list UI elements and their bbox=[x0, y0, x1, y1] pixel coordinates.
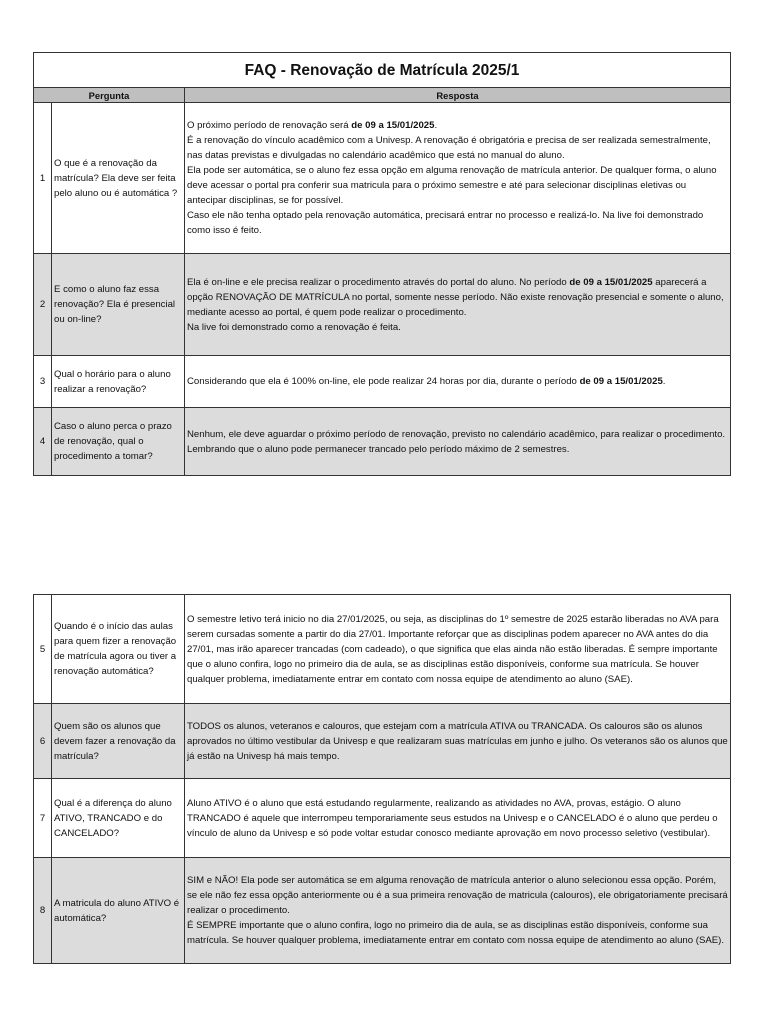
row-number: 1 bbox=[34, 103, 52, 254]
answer-paragraph: É a renovação do vínculo acadêmico com a Univesp. A renovação é obrigatória e precisa de ser realizada semestralmente, nas datas previstas e divulgadas no calendário acadêmico que está no manual do aluno. bbox=[187, 135, 711, 161]
highlighted-date: de 09 a 15/01/2025 bbox=[569, 276, 653, 288]
answer-cell bbox=[185, 704, 731, 779]
answer-cell bbox=[185, 356, 731, 408]
faq-table-bottom bbox=[33, 594, 731, 964]
table-row bbox=[34, 779, 731, 858]
answer-paragraph: TODOS os alunos, veteranos e calouros, que estejam com a matrícula ATIVA ou TRANCADA. Os calouros são os alunos aprovados no último vestibular da Univesp e que realizaram suas matrículas em junho e julho. Os veteranos são os alunos que já estão na Univesp há mais tempo. bbox=[187, 720, 728, 762]
question-cell: O que é a renovação da matrícula? Ela deve ser feita pelo aluno ou é automática ? bbox=[52, 103, 185, 254]
question-cell: A matricula do aluno ATIVO é automática? bbox=[52, 858, 185, 964]
table-row bbox=[34, 595, 731, 704]
answer-paragraph: É SEMPRE importante que o aluno confira, logo no primeiro dia de aula, se as disciplinas estão disponíveis, conforme sua matrícula. Se houver qualquer problema, imediatamente entrar em contato com nossa equipe de atendimento ao aluno (SAE). bbox=[187, 920, 725, 946]
row-number: 4 bbox=[34, 408, 52, 476]
answer-cell bbox=[185, 408, 731, 476]
answer-cell bbox=[185, 779, 731, 858]
faq-table-top bbox=[33, 52, 731, 476]
answer-cell bbox=[185, 595, 731, 704]
row-number: 5 bbox=[34, 595, 52, 704]
answer-cell bbox=[185, 103, 731, 254]
answer-paragraph: O próximo período de renovação será de 09 a 15/01/2025. bbox=[187, 120, 438, 131]
table-row bbox=[34, 858, 731, 964]
answer-paragraph: Aluno ATIVO é o aluno que está estudando regularmente, realizando as atividades no AVA, provas, estágio. O aluno TRANCADO é aquele que interrompeu temporariamente seus estudos na Univesp e o CANCELADO é o aluno que perdeu o vínculo de aluno da Univesp e só pode voltar estudar conosco mediante aprovação em novo processo seletivo (vestibular). bbox=[187, 797, 718, 839]
answer-paragraph: Considerando que ela é 100% on-line, ele pode realizar 24 horas por dia, durante o período de 09 a 15/01/2025. bbox=[187, 376, 666, 387]
page-title: FAQ - Renovação de Matrícula 2025/1 bbox=[34, 53, 731, 88]
answer-paragraph: SIM e NÃO! Ela pode ser automática se em alguma renovação de matrícula anterior o aluno selecionou essa opção. Porém, se ele não fez essa opção anteriormente ou é a sua primeira renovação de matricula (calouros), ele obrigatoriamente precisará realizar o procedimento. bbox=[187, 875, 728, 916]
row-number: 6 bbox=[34, 704, 52, 779]
question-cell: Caso o aluno perca o prazo de renovação, qual o procedimento a tomar? bbox=[52, 408, 185, 476]
row-number: 2 bbox=[34, 254, 52, 356]
answer-cell bbox=[185, 858, 731, 964]
question-cell: E como o aluno faz essa renovação? Ela é presencial ou on-line? bbox=[52, 254, 185, 356]
answer-paragraph: Caso ele não tenha optado pela renovação automática, precisará entrar no processo e realizá-lo. Na live foi demonstrado como isso é feito. bbox=[187, 210, 704, 236]
answer-cell bbox=[185, 254, 731, 356]
question-cell: Quem são os alunos que devem fazer a renovação da matrícula? bbox=[52, 704, 185, 779]
question-cell: Quando é o início das aulas para quem fizer a renovação de matrícula agora ou tiver a renovação automática? bbox=[52, 595, 185, 704]
row-number: 3 bbox=[34, 356, 52, 408]
answer-paragraph: Ela pode ser automática, se o aluno fez essa opção em alguma renovação de matrícula anterior. De qualquer forma, o aluno deve acessar o portal pra conferir sua matricula para o próximo semestre e até para selecionar disciplinas eletivas ou antecipar disciplinas, se for possível. bbox=[187, 165, 717, 206]
answer-paragraph: O semestre letivo terá inicio no dia 27/01/2025, ou seja, as disciplinas do 1º semestre de 2025 estarão liberadas no AVA para serem cursadas somente a partir do dia 27/01. Importante reforçar que as disciplinas podem aparecer no AVA antes do dia 27/01, mas irão aparecer trancadas (com cadeado), o que significa que elas ainda não estão liberadas. É sempre importante que o aluno confira, logo no primeiro dia de aula, se as disciplinas estão disponíveis, conforme sua matrícula. Se houver qualquer problema, imediatamente entrar em contato com nossa equipe de atendimento ao aluno (SAE). bbox=[187, 613, 719, 685]
column-header-answer: Resposta bbox=[185, 88, 731, 103]
row-number: 7 bbox=[34, 779, 52, 858]
table-row bbox=[34, 408, 731, 476]
table-row bbox=[34, 103, 731, 254]
table-row bbox=[34, 356, 731, 408]
question-cell: Qual o horário para o aluno realizar a renovação? bbox=[52, 356, 185, 408]
table-row bbox=[34, 704, 731, 779]
table-row bbox=[34, 254, 731, 356]
highlighted-date: de 09 a 15/01/2025 bbox=[351, 120, 435, 131]
question-cell: Qual é a diferença do aluno ATIVO, TRANCADO e do CANCELADO? bbox=[52, 779, 185, 858]
answer-paragraph: Nenhum, ele deve aguardar o próximo período de renovação, previsto no calendário acadêmico, para realizar o procedimento. Lembrando que o aluno pode permanecer trancado pelo período máximo de 2 semestres. bbox=[187, 428, 726, 455]
column-header-question: Pergunta bbox=[34, 88, 185, 103]
answer-paragraph: Ela é on-line e ele precisa realizar o procedimento através do portal do aluno. No período de 09 a 15/01/2025 aparecerá a opção RENOVAÇÃO DE MATRÍCULA no portal, somente nesse período. Não existe renovação presencial e somente o aluno, mediante acesso ao portal, é quem pode realizar o procedimento. bbox=[187, 276, 724, 318]
highlighted-date: de 09 a 15/01/2025 bbox=[579, 376, 663, 387]
row-number: 8 bbox=[34, 858, 52, 964]
answer-paragraph: Na live foi demonstrado como a renovação é feita. bbox=[187, 321, 401, 333]
